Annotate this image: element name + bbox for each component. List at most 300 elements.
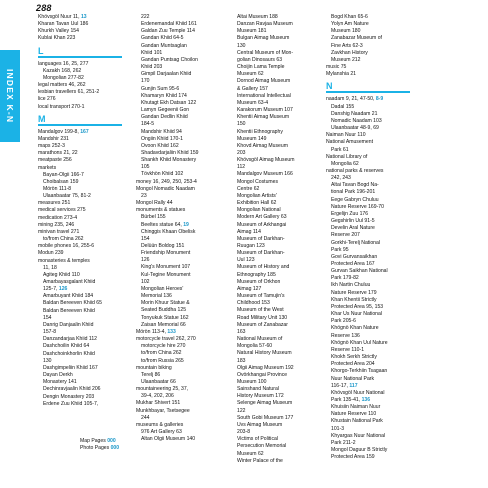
entry-text: marathons 21, 22 — [38, 150, 78, 157]
entry-text: Aimag 127 — [237, 285, 262, 292]
entry-text: naadam 9, 21, 47-50, — [326, 96, 376, 103]
index-subentry — [326, 454, 410, 461]
index-letter-heading — [326, 81, 410, 93]
entry-text: Winter Palace of the — [237, 457, 283, 464]
index-subentry — [232, 171, 316, 178]
entry-text: Khovd Aimag Museum — [237, 142, 288, 149]
entry-text: Övörkhangai Province — [237, 371, 288, 378]
entry-text: Erdene Zuu Khiid 105-7, — [43, 400, 99, 407]
index-entry — [136, 422, 220, 429]
index-entry — [38, 157, 122, 164]
entry-text: Nature Reserve 110 — [331, 411, 377, 418]
entry-text: to/from Russia 265 — [141, 357, 184, 364]
map-pages-line — [80, 438, 119, 445]
entry-text: medication 273-4 — [38, 214, 78, 221]
entry-text: Shadavdarjaliin Khiid 159 — [141, 149, 199, 156]
index-entry — [38, 165, 122, 172]
index-subentry — [136, 436, 220, 443]
entry-text: National Museum of — [237, 336, 283, 343]
index-subentry — [326, 368, 410, 375]
index-subentry — [326, 361, 410, 368]
entry-text: Tövkhön Khiid 102 — [141, 171, 184, 178]
entry-text: Bogd Khan 65-6 — [331, 14, 368, 20]
entry-text: Mukhar Shivert 151 — [136, 400, 181, 407]
heading-rule — [326, 91, 410, 93]
entry-text: Ergelijn Zuu 176 — [331, 210, 369, 217]
index-subentry — [326, 383, 410, 390]
heading-rule — [38, 124, 122, 126]
index-subentry — [136, 136, 220, 143]
index-subentry — [326, 182, 410, 189]
index-subentry — [38, 308, 122, 315]
entry-text: Tonyukuk Statue 162 — [141, 314, 189, 321]
entry-text: Museum of Arkhangai — [237, 221, 287, 228]
entry-text: Natural History Museum — [237, 350, 292, 357]
entry-text: Baldan Bereeven Khiid — [43, 307, 95, 314]
entry-text: 116-17, — [331, 382, 350, 389]
index-subentry — [136, 358, 220, 365]
entry-text: Seated Buddha 125 — [141, 307, 187, 314]
entry-text: Bulgan Aimag Museum — [237, 35, 290, 42]
entry-text: Uul 123 — [237, 257, 255, 264]
index-subentry — [232, 43, 316, 50]
index-subentry — [232, 272, 316, 279]
map-page-reference: 8-9 — [375, 96, 384, 103]
entry-text: local transport 270-1 — [38, 103, 85, 110]
entry-text: Reserve 110-1 — [331, 346, 365, 353]
entry-text: Museum of History and — [237, 264, 290, 271]
index-subentry — [136, 129, 220, 136]
map-page-reference: 126 — [58, 286, 68, 293]
entry-text: 244 — [141, 414, 150, 421]
entry-text: to/from China 262 — [141, 350, 182, 357]
index-subentry — [136, 28, 220, 35]
index-subentry — [136, 86, 220, 93]
index-subentry — [326, 261, 410, 268]
entry-text: 154 — [43, 314, 52, 321]
entry-text: Protected Area 159 — [331, 454, 375, 461]
index-subentry — [326, 175, 410, 182]
index-subentry — [136, 415, 220, 422]
index-subentry — [232, 257, 316, 264]
entry-text: maps 252-3 — [38, 143, 65, 150]
entry-text: South Gobi Museum 177 — [237, 414, 294, 421]
index-subentry — [232, 150, 316, 157]
entry-text: Khiid 203 — [141, 64, 163, 71]
index-subentry — [136, 307, 220, 314]
index-subentry — [232, 243, 316, 250]
index-subentry — [232, 143, 316, 150]
index-subentry — [136, 100, 220, 107]
index-entry — [38, 222, 122, 229]
entry-text: mobile phones 16, 255-6 — [38, 243, 95, 250]
entry-text: 154 — [141, 235, 150, 242]
index-subentry — [326, 290, 410, 297]
map-page-reference: 19 — [183, 221, 189, 228]
entry-text: Reserve 207 — [331, 232, 360, 239]
map-pages-label: Map Pages — [80, 438, 106, 444]
entry-text: 242, 243 — [331, 175, 351, 182]
entry-text: minivan travel 271 — [38, 228, 80, 235]
entry-text: Museum of Orkhon — [237, 278, 281, 285]
index-subentry — [136, 35, 220, 42]
index-subentry — [232, 408, 316, 415]
entry-text: 183 — [237, 357, 246, 364]
index-subentry — [232, 86, 316, 93]
entry-text: lesbian travellers 61, 251-2 — [38, 89, 100, 96]
index-subentry — [326, 275, 410, 282]
index-entry — [136, 179, 220, 186]
index-subentry — [232, 78, 316, 85]
index-subentry — [232, 436, 316, 443]
entry-text: Khorgo-Terkhiin Tsagaan — [331, 368, 388, 375]
page-number: 288 — [36, 3, 52, 13]
entry-text: Khövsgöl Nuur National — [331, 389, 385, 396]
index-subentry — [326, 333, 410, 340]
entry-text: lice 276 — [38, 96, 56, 103]
entry-text: Selenge Aimag Museum — [237, 400, 293, 407]
entry-text: Develin Aral Nature — [331, 225, 375, 232]
index-subentry — [38, 179, 122, 186]
index-subentry — [136, 315, 220, 322]
index-subentry — [326, 189, 410, 196]
index-entry — [326, 96, 410, 103]
entry-text: Mongolia 62 — [331, 160, 359, 167]
entry-text: Galdan Zuu Temple 114 — [141, 28, 195, 35]
index-subentry — [326, 282, 410, 289]
entry-text: Khurkh Valley 154 — [38, 28, 79, 35]
entry-text: Shankh Khiid Monastery — [141, 157, 197, 164]
entry-text: Naiman Nuur 110 — [326, 132, 366, 139]
index-subentry — [136, 350, 220, 357]
entry-text: Museum 212 — [331, 56, 361, 63]
entry-text: Museum 62 — [237, 450, 264, 457]
entry-text: 102 — [141, 278, 150, 285]
entry-text: Khögnö Khan Nature — [331, 325, 379, 332]
entry-text: Dashgimpeliin Khiid 167 — [43, 364, 98, 371]
index-subentry — [326, 347, 410, 354]
index-entry — [38, 136, 122, 143]
index-subentry — [232, 293, 316, 300]
entry-text: motorcycle travel 262, 270 — [136, 336, 196, 343]
map-page-reference: 167 — [80, 128, 89, 135]
index-entry — [136, 186, 220, 193]
index-subentry — [38, 272, 122, 279]
entry-text: Ulaanbaatar 48-9, 69 — [331, 125, 379, 132]
entry-text: money 16, 249, 250, 253-4 — [136, 178, 197, 185]
index-subentry — [232, 214, 316, 221]
entry-text: meatpaste 256 — [38, 157, 72, 164]
index-entry — [38, 215, 122, 222]
index-subentry — [232, 222, 316, 229]
index-subentry — [38, 343, 122, 350]
entry-text: Museum of Tamujin's — [237, 293, 285, 300]
entry-text: Khar Us Nuur National — [331, 311, 382, 318]
entry-text: golian Dinosaurs 63 — [237, 56, 283, 63]
entry-text: Gandan Khiid 64-5 — [141, 35, 184, 42]
entry-text: 157-8 — [43, 329, 57, 336]
index-subentry — [326, 14, 410, 21]
index-entry — [38, 250, 122, 257]
entry-text: Museum 63-4 — [237, 99, 269, 106]
index-entry — [38, 89, 122, 96]
index-entry — [38, 200, 122, 207]
index-subentry — [326, 318, 410, 325]
heading-letter: M — [38, 113, 46, 124]
entry-text: Childhood 153 — [237, 300, 270, 307]
index-subentry — [136, 379, 220, 386]
index-subentry — [38, 75, 122, 82]
index-letter-heading — [38, 46, 122, 58]
index-subentry — [136, 107, 220, 114]
index-subentry — [232, 121, 316, 128]
index-subentry — [136, 150, 220, 157]
index-subentry — [232, 322, 316, 329]
entry-text: Nature Reserve 169-70 — [331, 203, 384, 210]
entry-text: Modern Art Gallery 63 — [237, 214, 287, 221]
entry-text: Dashchoilin Khiid 64 — [43, 343, 90, 350]
index-subentry — [232, 372, 316, 379]
index-subentry — [326, 211, 410, 218]
index-subentry — [38, 186, 122, 193]
index-subentry — [232, 358, 316, 365]
index-subentry — [38, 300, 122, 307]
index-subentry — [232, 35, 316, 42]
entry-text: 130 — [43, 357, 52, 364]
index-entry — [38, 243, 122, 250]
index-subentry — [326, 57, 410, 64]
entry-text: tional Park 196-201 — [331, 189, 376, 196]
index-subentry — [232, 451, 316, 458]
entry-text: Friendship Monument — [141, 250, 191, 257]
entry-text: Mongol Daguur B Strictly — [331, 447, 388, 454]
index-subentry — [136, 214, 220, 221]
index-column-4 — [326, 14, 410, 461]
index-subentry — [326, 304, 410, 311]
index-subentry — [38, 358, 122, 365]
index-subentry — [232, 200, 316, 207]
entry-text: Protected Area 167 — [331, 261, 375, 267]
entry-text: 112 — [237, 164, 246, 171]
entry-text: Kazakh 168, 262 — [43, 67, 82, 74]
index-subentry — [136, 50, 220, 57]
entry-text: Park 95 — [331, 246, 349, 253]
entry-text: Ovoon Khiid 162 — [141, 142, 179, 149]
index-entry — [136, 336, 220, 343]
entry-text: Khokh Serkh Strictly — [331, 354, 377, 361]
entry-text: Khentii Ethnography — [237, 128, 283, 135]
entry-text: Altai Tavan Bogd Na- — [331, 182, 379, 189]
entry-text: Protected Area 204 — [331, 361, 375, 368]
index-subentry — [326, 340, 410, 347]
entry-text: Govi Gurvansaikhan — [331, 253, 378, 260]
index-subentry — [326, 311, 410, 318]
entry-text: Khiid 101 — [141, 49, 163, 56]
index-subentry — [38, 394, 122, 401]
index-entry — [326, 64, 410, 71]
index-subentry — [136, 64, 220, 71]
index-subentry — [136, 57, 220, 64]
entry-text: Gimpil Darjaalan Khiid — [141, 71, 192, 78]
entry-text: legal matters 46, 262 — [38, 82, 86, 89]
index-subentry — [136, 157, 220, 164]
entry-text: motorcycle hire 270 — [141, 343, 186, 350]
entry-text: Mongol Nomadic Naadam — [136, 185, 195, 192]
entry-text: Uvs Aimag Museum — [237, 421, 283, 428]
entry-text: Mandalgov Museum 166 — [237, 171, 293, 178]
index-subentry — [136, 14, 220, 21]
index-subentry — [232, 315, 316, 322]
entry-text: Mongolian National — [237, 207, 281, 214]
entry-text: History Museum 172 — [237, 393, 284, 400]
index-subentry — [232, 14, 316, 21]
index-subentry — [38, 68, 122, 75]
entry-text: Gorkhi-Terelj National — [331, 239, 380, 246]
index-section-tab-label: INDEX K-N — [5, 68, 15, 124]
index-subentry — [326, 418, 410, 425]
entry-text: Terelj 86 — [141, 371, 161, 378]
index-entry — [136, 329, 220, 336]
entry-text: Danrig Danjaalin Khiid — [43, 321, 94, 328]
entry-text: Zavkhan History — [331, 49, 368, 56]
index-subentry — [136, 93, 220, 100]
index-subentry — [136, 229, 220, 236]
index-subentry — [38, 351, 122, 358]
entry-text: Ikh Nartin Chuluu — [331, 282, 371, 289]
entry-text: Road Military Unit 130 — [237, 314, 288, 321]
index-subentry — [136, 286, 220, 293]
index-subentry — [136, 78, 220, 85]
index-subentry — [326, 28, 410, 35]
entry-text: measures 251 — [38, 200, 71, 207]
entry-text: Museum of Zanabazar — [237, 321, 288, 328]
index-entry — [136, 365, 220, 372]
index-subentry — [38, 286, 122, 293]
index-subentry — [232, 28, 316, 35]
index-subentry — [232, 129, 316, 136]
entry-text: Mongolian Artists' — [237, 192, 277, 199]
index-subentry — [232, 336, 316, 343]
entry-text: Amarbuyant Khiid 184 — [43, 293, 94, 300]
index-subentry — [232, 393, 316, 400]
index-subentry — [326, 240, 410, 247]
index-subentry — [232, 114, 316, 121]
entry-text: mountain biking — [136, 364, 172, 371]
entry-text: Khövsgöl Aimag Museum — [237, 157, 295, 164]
entry-text: Museum 100 — [237, 378, 267, 385]
entry-text: Museum 62 — [237, 71, 264, 78]
index-subentry — [38, 265, 122, 272]
entry-text: Danzan Ravjaa Museum — [237, 21, 293, 28]
map-page-reference: 13 — [80, 14, 87, 20]
index-subentry — [232, 57, 316, 64]
index-subentry — [326, 225, 410, 232]
index-entry — [136, 200, 220, 207]
index-subentry — [136, 114, 220, 121]
entry-text: 126 — [141, 257, 150, 264]
entry-text: Altai Museum 188 — [237, 14, 278, 20]
map-pages-number: 000 — [107, 438, 116, 444]
entry-text: 203 — [237, 149, 246, 156]
index-subentry — [326, 447, 410, 454]
entry-text: Exhibition Hall 62 — [237, 200, 277, 207]
entry-text: Aimag 114 — [237, 228, 261, 235]
entry-text: Chinggis Khaan Obelisk — [141, 228, 196, 235]
entry-text: Sainshand Natural — [237, 386, 279, 393]
index-subentry — [136, 21, 220, 28]
entry-text: Bayan-Ölgii 166-7 — [43, 171, 84, 178]
entry-text: Bürbel 155 — [141, 214, 166, 221]
entry-text: Khuisiin Naiman Nuur — [331, 404, 381, 411]
index-subentry — [326, 254, 410, 261]
entry-text: Khövsgöl Nuur 11, — [38, 14, 81, 20]
index-subentry — [136, 279, 220, 286]
entry-text: Gandan Muntsaglan — [141, 42, 187, 49]
index-entry — [38, 129, 122, 136]
index-subentry — [136, 264, 220, 271]
index-entry — [326, 132, 410, 139]
entry-text: Khutagt Ekh Datsan 122 — [141, 99, 197, 106]
index-subentry — [232, 343, 316, 350]
index-subentry — [232, 157, 316, 164]
entry-text: Beeltes statue 64, — [141, 221, 184, 228]
index-subentry — [38, 236, 122, 243]
index-entry — [136, 400, 220, 407]
index-subentry — [326, 297, 410, 304]
index-subentry — [136, 121, 220, 128]
entry-text: Morin Khuur Statue & — [141, 300, 190, 307]
entry-text: 105 — [141, 164, 150, 171]
index-subentry — [38, 172, 122, 179]
entry-text: mountaineering 25, 37, — [136, 386, 189, 393]
index-entry — [38, 35, 122, 42]
index-entry — [38, 104, 122, 111]
index-subentry — [38, 279, 122, 286]
entry-text: Danzandarjaa Khiid 112 — [43, 336, 97, 343]
index-subentry — [38, 365, 122, 372]
entry-text: Ulaanbaatar 75, 81-2 — [43, 193, 91, 200]
entry-text: Choijin Lama Temple — [237, 64, 285, 71]
entry-text: Fine Arts 62-3 — [331, 42, 363, 49]
entry-text: Museum 180 — [331, 28, 361, 35]
entry-text: Memorial 136 — [141, 293, 172, 300]
heading-letter: L — [38, 45, 44, 56]
entry-text: monasteries & temples — [38, 257, 90, 264]
map-page-reference: 133 — [167, 328, 176, 335]
index-subentry — [232, 329, 316, 336]
entry-text: Yolyn Am Nature — [331, 21, 369, 28]
entry-text: medical services 275 — [38, 207, 86, 214]
entry-text: Delüün Boldog 151 — [141, 243, 185, 249]
entry-text: Protected Area 95, 153 — [331, 303, 384, 310]
entry-text: Gurvan Saikhan National — [331, 268, 388, 275]
entry-text: 101-3 — [331, 425, 345, 432]
index-subentry — [136, 143, 220, 150]
entry-text: mining 235, 246 — [38, 221, 75, 228]
index-subentry — [326, 161, 410, 168]
index-subentry — [136, 193, 220, 200]
index-subentry — [232, 279, 316, 286]
photo-pages-label: Photo Pages — [80, 445, 110, 452]
index-entry — [38, 143, 122, 150]
entry-text: 23 — [141, 192, 147, 199]
entry-text: Mongol Rally 44 — [136, 200, 173, 207]
entry-text: Park 135-41, — [331, 396, 362, 403]
entry-text: 122 — [237, 407, 246, 414]
entry-text: Mandshir Khiid 94 — [141, 128, 182, 135]
entry-text: 222 — [141, 14, 150, 20]
entry-text: Nature Reserve 179 — [331, 289, 377, 296]
